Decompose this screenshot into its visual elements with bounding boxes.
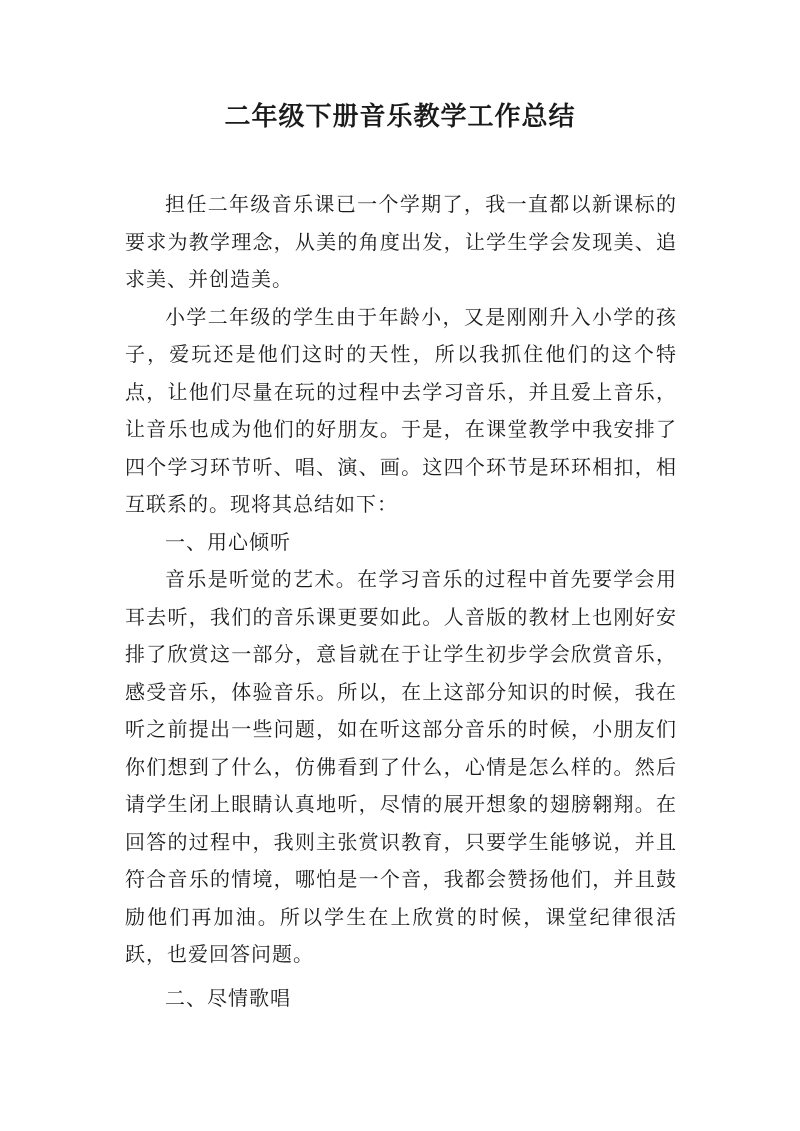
section-heading-singing: 二、尽情歌唱 — [165, 985, 291, 1010]
paragraph-listening: 音乐是听觉的艺术。在学习音乐的过程中首先要学会用耳去听，我们的音乐课更要如此。人音版的教材上也刚好安排了欣赏这一部分，意旨就在于让学生初步学会欣赏音乐，感受音乐，体验音乐。所以，在上这部分知识的时候，我在听之前提出一些问题，如在听这部分音乐的时候，小朋友们你们想到了什么，仿佛看到了什么，心情是怎么样的。然后请学生闭上眼睛认真地听，尽情的展开想象的翅膀翱翔。在回答的过程中，我则主张赏识教育，只要学生能够说，并且符合音乐的情境，哪怕是一个音，我都会赞扬他们，并且鼓励他们再加油。所以学生在上欣赏的时候，课堂纪律很活跃，也爱回答问题。 — [125, 567, 677, 966]
paragraph-intro: 担任二年级音乐课已一个学期了，我一直都以新课标的要求为教学理念，从美的角度出发，让学生学会发现美、追求美、并创造美。 — [125, 192, 677, 291]
section-heading-listening: 一、用心倾听 — [165, 529, 291, 554]
document-title: 二年级下册音乐教学工作总结 — [224, 102, 576, 132]
document-body — [125, 186, 677, 1017]
paragraph-students: 小学二年级的学生由于年龄小，又是刚刚升入小学的孩子，爱玩还是他们这时的天性，所以我抓住他们的这个特点，让他们尽量在玩的过程中去学习音乐，并且爱上音乐，让音乐也成为他们的好朋友。于是，在课堂教学中我安排了四个学习环节听、唱、演、画。这四个环节是环环相扣，相互联系的。现将其总结如下： — [125, 304, 677, 516]
